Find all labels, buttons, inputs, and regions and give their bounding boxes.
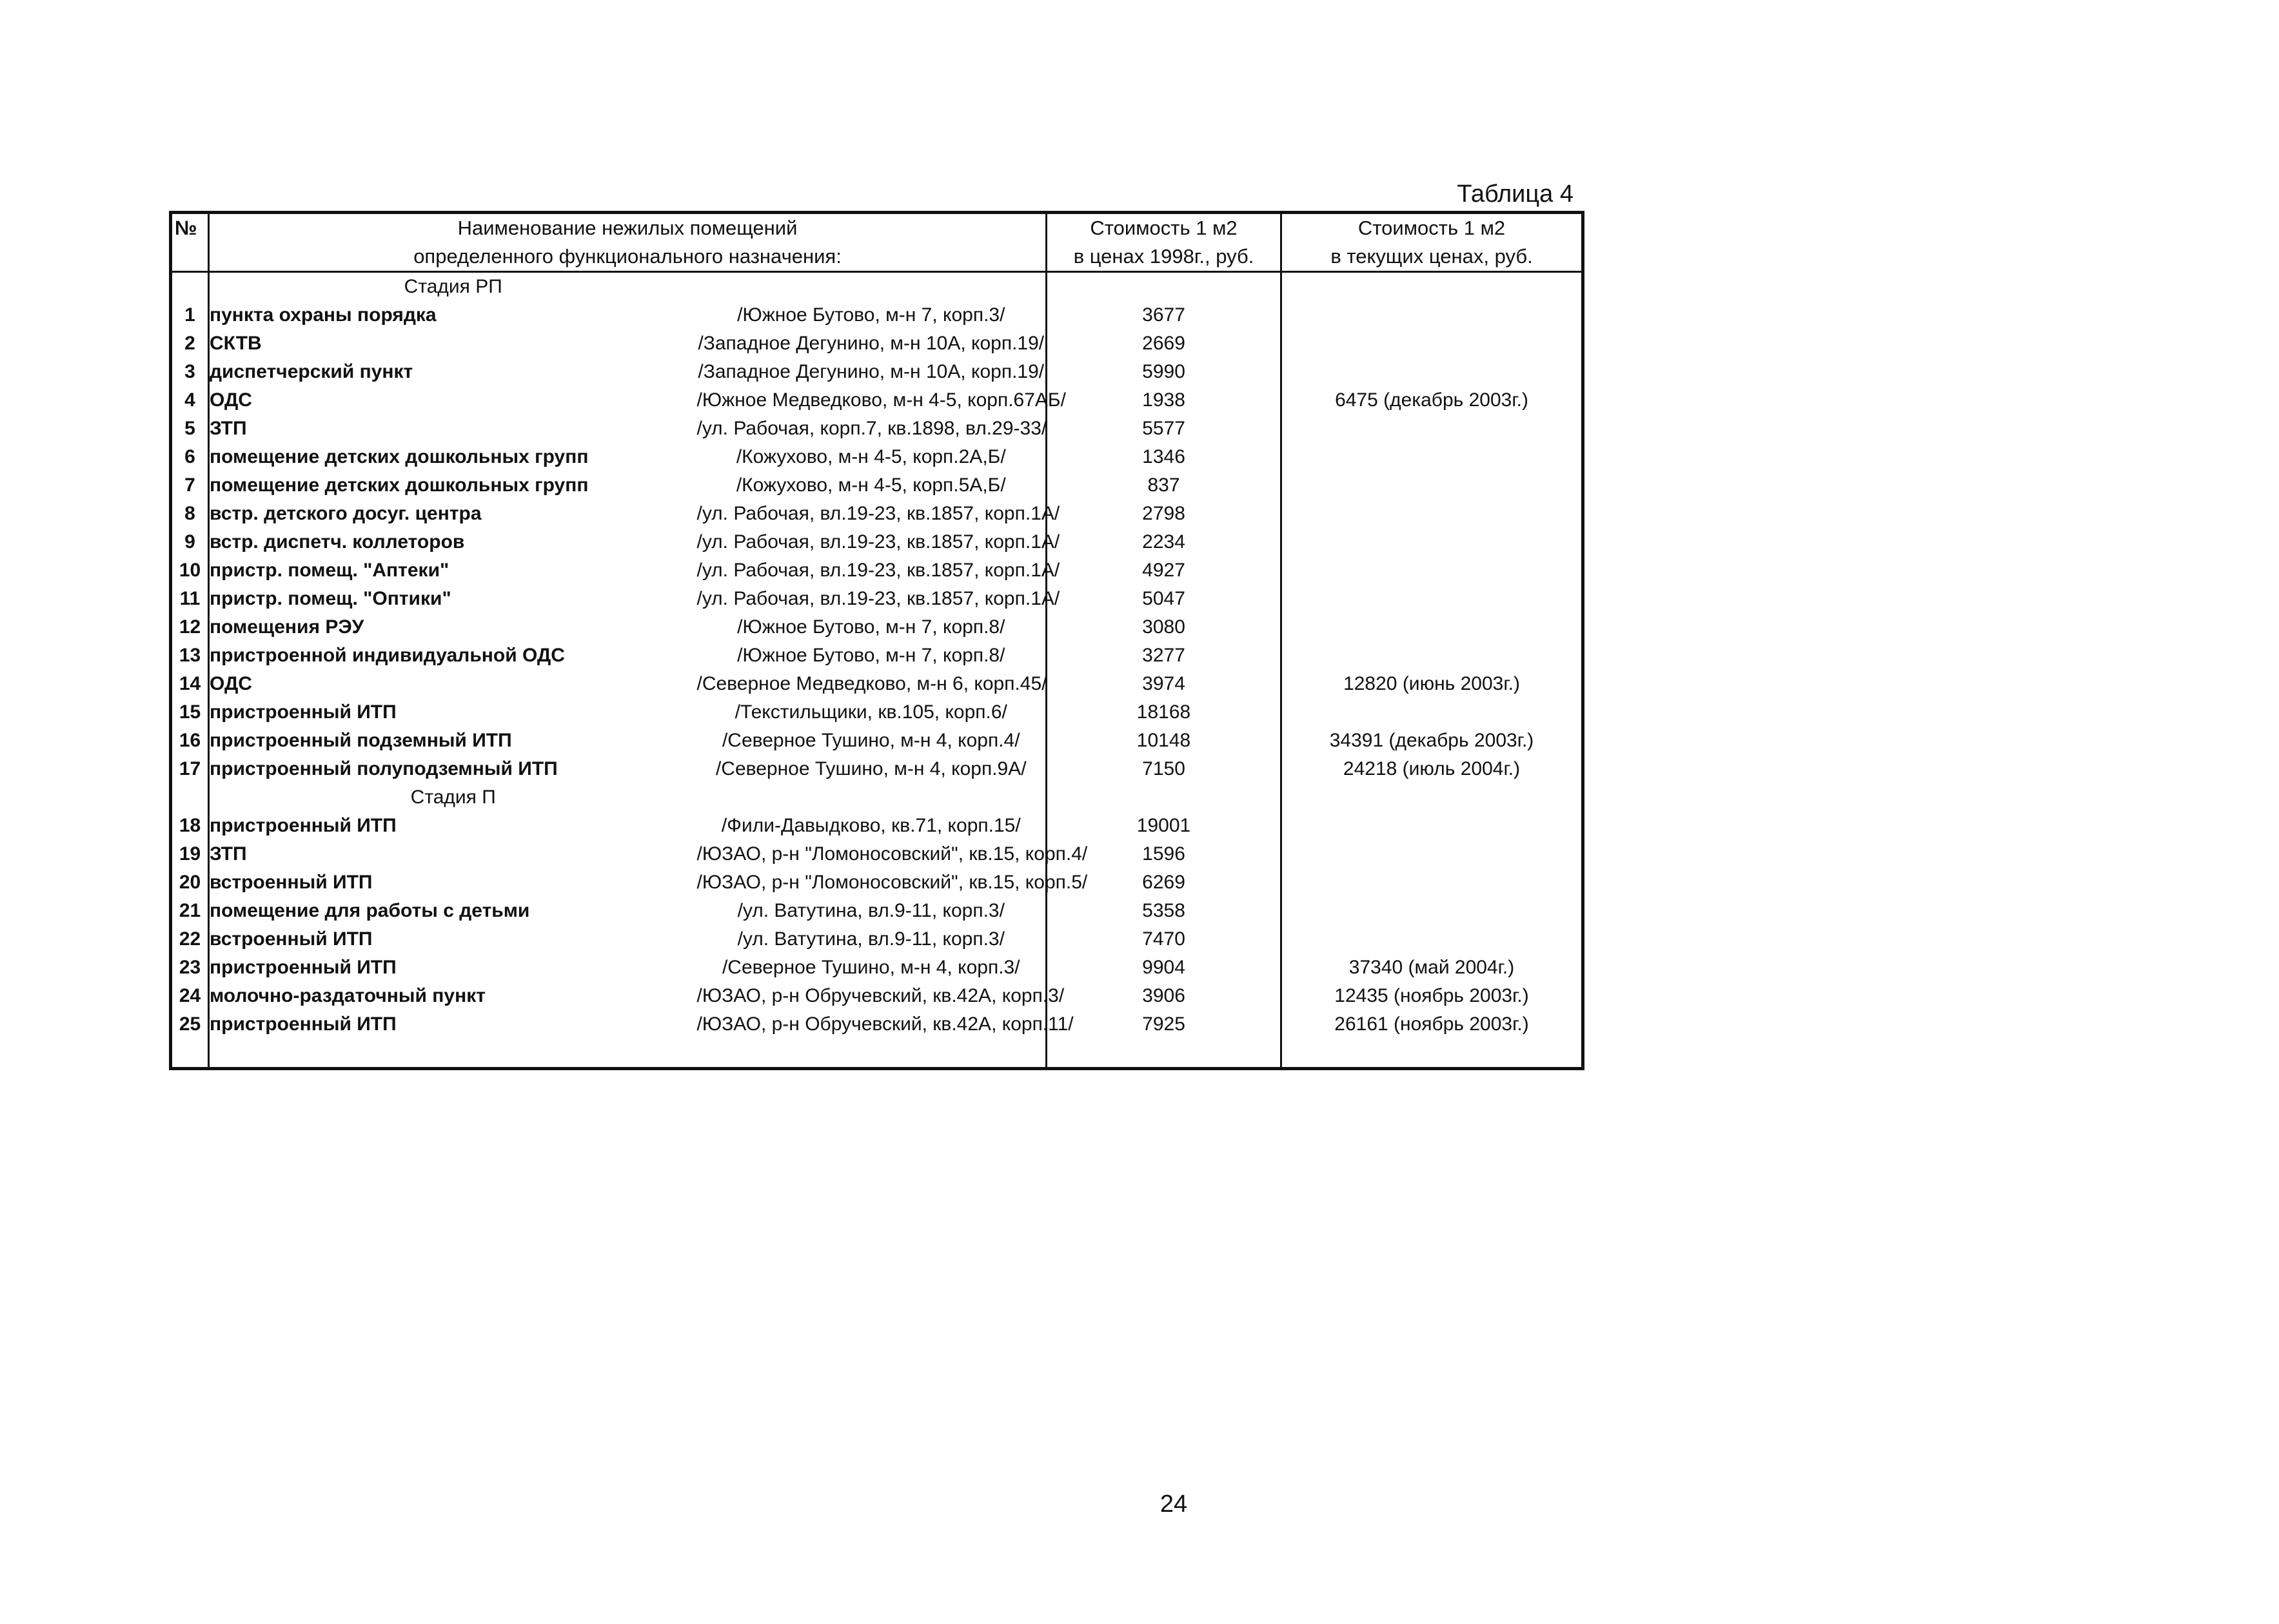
row-price-1998: 2669 [1047, 329, 1281, 358]
row-name: помещение детских дошкольных групп [209, 471, 697, 500]
table-row [171, 585, 1583, 613]
row-price-1998: 9904 [1047, 954, 1281, 982]
row-num: 19 [179, 843, 201, 865]
table-header [171, 213, 1583, 272]
row-num: 7 [184, 474, 195, 496]
header-name-line1: Наименование нежилых помещений [209, 213, 1047, 243]
row-name: встроенный ИТП [209, 925, 697, 954]
row-price-current [1281, 613, 1583, 641]
row-num: 23 [179, 957, 201, 978]
row-name: пристроенный полуподземный ИТП [209, 755, 697, 783]
table-body-stage-rp [171, 272, 1583, 784]
row-name: ОДС [209, 670, 697, 698]
row-price-current [1281, 415, 1583, 443]
row-address: /Южное Бутово, м-н 7, корп.3/ [737, 304, 1005, 326]
row-name: пристроенный ИТП [209, 1010, 697, 1039]
row-num: 18 [179, 815, 201, 836]
row-price-1998: 7470 [1047, 925, 1281, 954]
row-num: 1 [184, 304, 195, 326]
row-price-current [1281, 897, 1583, 925]
row-address: /Западное Дегунино, м-н 10А, корп.19/ [698, 361, 1045, 382]
row-address: /ул. Рабочая, вл.19-23, кв.1857, корп.1А/ [696, 588, 1060, 609]
row-name: встр. детского досуг. центра [209, 500, 697, 528]
row-address: /ЮЗАО, р-н Обручевский, кв.42А, корп.3/ [696, 985, 1065, 1006]
row-address: /Северное Тушино, м-н 4, корп.3/ [722, 957, 1020, 978]
row-num: 6 [184, 446, 195, 467]
row-price-1998: 3677 [1047, 301, 1281, 329]
row-price-current: 37340 (май 2004г.) [1281, 954, 1583, 982]
row-num: 16 [179, 730, 201, 751]
header-pricecur-line2: в текущих ценах, руб. [1281, 242, 1583, 272]
row-address: /ЮЗАО, р-н Обручевский, кв.42А, корп.11/ [696, 1013, 1074, 1035]
table-row [171, 556, 1583, 585]
table-row [171, 954, 1583, 982]
row-price-1998: 19001 [1047, 812, 1281, 840]
row-address: /Южное Бутово, м-н 7, корп.8/ [737, 645, 1005, 666]
price-table-container [169, 211, 1588, 1070]
row-price-current [1281, 358, 1583, 386]
table-row [171, 386, 1583, 415]
row-name: пристр. помещ. "Аптеки" [209, 556, 697, 585]
table-row [171, 982, 1583, 1010]
row-name: пристроенный ИТП [209, 954, 697, 982]
row-address: /ЮЗАО, р-н "Ломоносовский", кв.15, корп.4/ [696, 843, 1088, 865]
table-footer-space [171, 1039, 1583, 1069]
row-price-current [1281, 925, 1583, 954]
row-address: /Текстильщики, кв.105, корп.6/ [735, 701, 1007, 723]
row-price-current [1281, 443, 1583, 471]
row-price-current [1281, 500, 1583, 528]
row-price-1998: 3277 [1047, 641, 1281, 670]
table-row [171, 528, 1583, 556]
table-row [171, 471, 1583, 500]
row-price-current [1281, 812, 1583, 840]
row-price-1998: 18168 [1047, 698, 1281, 727]
row-price-1998: 5358 [1047, 897, 1281, 925]
row-price-1998: 10148 [1047, 727, 1281, 755]
row-address: /Западное Дегунино, м-н 10А, корп.19/ [698, 333, 1045, 354]
row-name: пункта охраны порядка [209, 301, 697, 329]
header-price98-line1: Стоимость 1 м2 [1047, 213, 1281, 243]
row-price-current [1281, 641, 1583, 670]
row-num: 21 [179, 900, 201, 921]
row-num: 8 [184, 503, 195, 524]
row-name: встр. диспетч. коллеторов [209, 528, 697, 556]
table-row [171, 727, 1583, 755]
row-price-1998: 4927 [1047, 556, 1281, 585]
row-name: ОДС [209, 386, 697, 415]
row-name: пристр. помещ. "Оптики" [209, 585, 697, 613]
row-price-current: 24218 (июль 2004г.) [1281, 755, 1583, 783]
row-address: /ЮЗАО, р-н "Ломоносовский", кв.15, корп.5/ [696, 872, 1088, 893]
table-row [171, 755, 1583, 783]
row-price-current [1281, 698, 1583, 727]
row-price-1998: 7925 [1047, 1010, 1281, 1039]
table-row [171, 897, 1583, 925]
table-row [171, 301, 1583, 329]
row-price-1998: 5047 [1047, 585, 1281, 613]
header-name-line2: определенного функционального назначения: [209, 242, 1047, 272]
row-name: пристроенный ИТП [209, 812, 697, 840]
table-row [171, 613, 1583, 641]
row-name: диспетчерский пункт [209, 358, 697, 386]
row-price-1998: 2798 [1047, 500, 1281, 528]
row-address: /Кожухово, м-н 4-5, корп.2А,Б/ [736, 446, 1006, 467]
table-row [171, 415, 1583, 443]
row-num: 2 [184, 333, 195, 354]
row-price-1998: 1938 [1047, 386, 1281, 415]
row-num: 20 [179, 872, 201, 893]
row-price-1998: 3080 [1047, 613, 1281, 641]
row-price-current [1281, 528, 1583, 556]
table-row [171, 641, 1583, 670]
row-price-current [1281, 840, 1583, 868]
row-name: пристроенный подземный ИТП [209, 727, 697, 755]
row-address: /ул. Рабочая, вл.19-23, кв.1857, корп.1А/ [696, 560, 1060, 581]
row-address: /Южное Медведково, м-н 4-5, корп.67АБ/ [696, 389, 1066, 411]
row-price-current [1281, 471, 1583, 500]
row-price-1998: 3974 [1047, 670, 1281, 698]
header-price98-line2: в ценах 1998г., руб. [1047, 242, 1281, 272]
table-row [171, 329, 1583, 358]
row-num: 14 [179, 673, 201, 694]
row-name: помещение для работы с детьми [209, 897, 697, 925]
row-price-current [1281, 585, 1583, 613]
row-name: ЗТП [209, 840, 697, 868]
row-num: 10 [179, 560, 201, 581]
row-num: 9 [184, 531, 195, 553]
row-name: помещение детских дошкольных групп [209, 443, 697, 471]
stage-row-p [171, 783, 1583, 812]
row-address: /Кожухово, м-н 4-5, корп.5А,Б/ [736, 474, 1006, 496]
row-num: 12 [179, 616, 201, 638]
table-row [171, 500, 1583, 528]
stage-rp-label: Стадия РП [209, 272, 697, 302]
table-caption: Таблица 4 [1457, 181, 1574, 208]
row-address: /ул. Рабочая, вл.19-23, кв.1857, корп.1А/ [696, 531, 1060, 553]
row-name: ЗТП [209, 415, 697, 443]
row-price-1998: 3906 [1047, 982, 1281, 1010]
row-num: 25 [179, 1013, 201, 1035]
row-address: /Северное Тушино, м-н 4, корп.4/ [722, 730, 1020, 751]
table-body-stage-p [171, 783, 1583, 1039]
row-price-current [1281, 301, 1583, 329]
row-price-1998: 6269 [1047, 868, 1281, 897]
row-price-1998: 2234 [1047, 528, 1281, 556]
row-name: пристроенный ИТП [209, 698, 697, 727]
header-num: № [175, 217, 197, 239]
row-price-1998: 1346 [1047, 443, 1281, 471]
header-pricecur-line1: Стоимость 1 м2 [1281, 213, 1583, 243]
row-price-current [1281, 868, 1583, 897]
row-num: 24 [179, 985, 201, 1006]
row-price-current [1281, 556, 1583, 585]
price-table [169, 211, 1584, 1070]
table-row [171, 1010, 1583, 1039]
row-address: /ул. Рабочая, корп.7, кв.1898, вл.29-33/ [696, 418, 1047, 439]
row-address: /Фили-Давыдково, кв.71, корп.15/ [721, 815, 1021, 836]
row-num: 13 [179, 645, 201, 666]
row-name: встроенный ИТП [209, 868, 697, 897]
row-price-1998: 7150 [1047, 755, 1281, 783]
row-price-1998: 837 [1047, 471, 1281, 500]
table-row [171, 840, 1583, 868]
row-price-current [1281, 329, 1583, 358]
row-price-1998: 1596 [1047, 840, 1281, 868]
table-row [171, 358, 1583, 386]
row-num: 22 [179, 928, 201, 950]
table-row [171, 812, 1583, 840]
table-row [171, 670, 1583, 698]
row-name: пристроенной индивидуальной ОДС [209, 641, 697, 670]
row-name: СКТВ [209, 329, 697, 358]
stage-row-rp [171, 272, 1583, 302]
row-address: /Северное Тушино, м-н 4, корп.9А/ [715, 758, 1027, 779]
table-row [171, 868, 1583, 897]
row-num: 11 [179, 588, 201, 609]
row-name: помещения РЭУ [209, 613, 697, 641]
row-num: 5 [184, 418, 195, 439]
row-address: /Южное Бутово, м-н 7, корп.8/ [737, 616, 1005, 638]
row-name: молочно-раздаточный пункт [209, 982, 697, 1010]
row-address: /ул. Рабочая, вл.19-23, кв.1857, корп.1А/ [696, 503, 1060, 524]
row-price-current: 34391 (декабрь 2003г.) [1281, 727, 1583, 755]
row-price-current: 26161 (ноябрь 2003г.) [1281, 1010, 1583, 1039]
page-number: 24 [1159, 1491, 1188, 1518]
table-row [171, 443, 1583, 471]
row-price-current: 12435 (ноябрь 2003г.) [1281, 982, 1583, 1010]
row-address: /ул. Ватутина, вл.9-11, корп.3/ [737, 928, 1005, 950]
row-price-current: 6475 (декабрь 2003г.) [1281, 386, 1583, 415]
row-address: /Северное Медведково, м-н 6, корп.45/ [696, 673, 1047, 694]
row-price-current: 12820 (июнь 2003г.) [1281, 670, 1583, 698]
row-price-1998: 5577 [1047, 415, 1281, 443]
row-num: 15 [179, 701, 201, 723]
row-price-1998: 5990 [1047, 358, 1281, 386]
row-num: 4 [184, 389, 195, 411]
header-num-blank [171, 242, 209, 272]
row-num: 3 [184, 361, 195, 382]
table-row [171, 925, 1583, 954]
row-num: 17 [179, 758, 201, 779]
stage-p-label: Стадия П [209, 783, 697, 812]
row-address: /ул. Ватутина, вл.9-11, корп.3/ [737, 900, 1005, 921]
table-row [171, 698, 1583, 727]
